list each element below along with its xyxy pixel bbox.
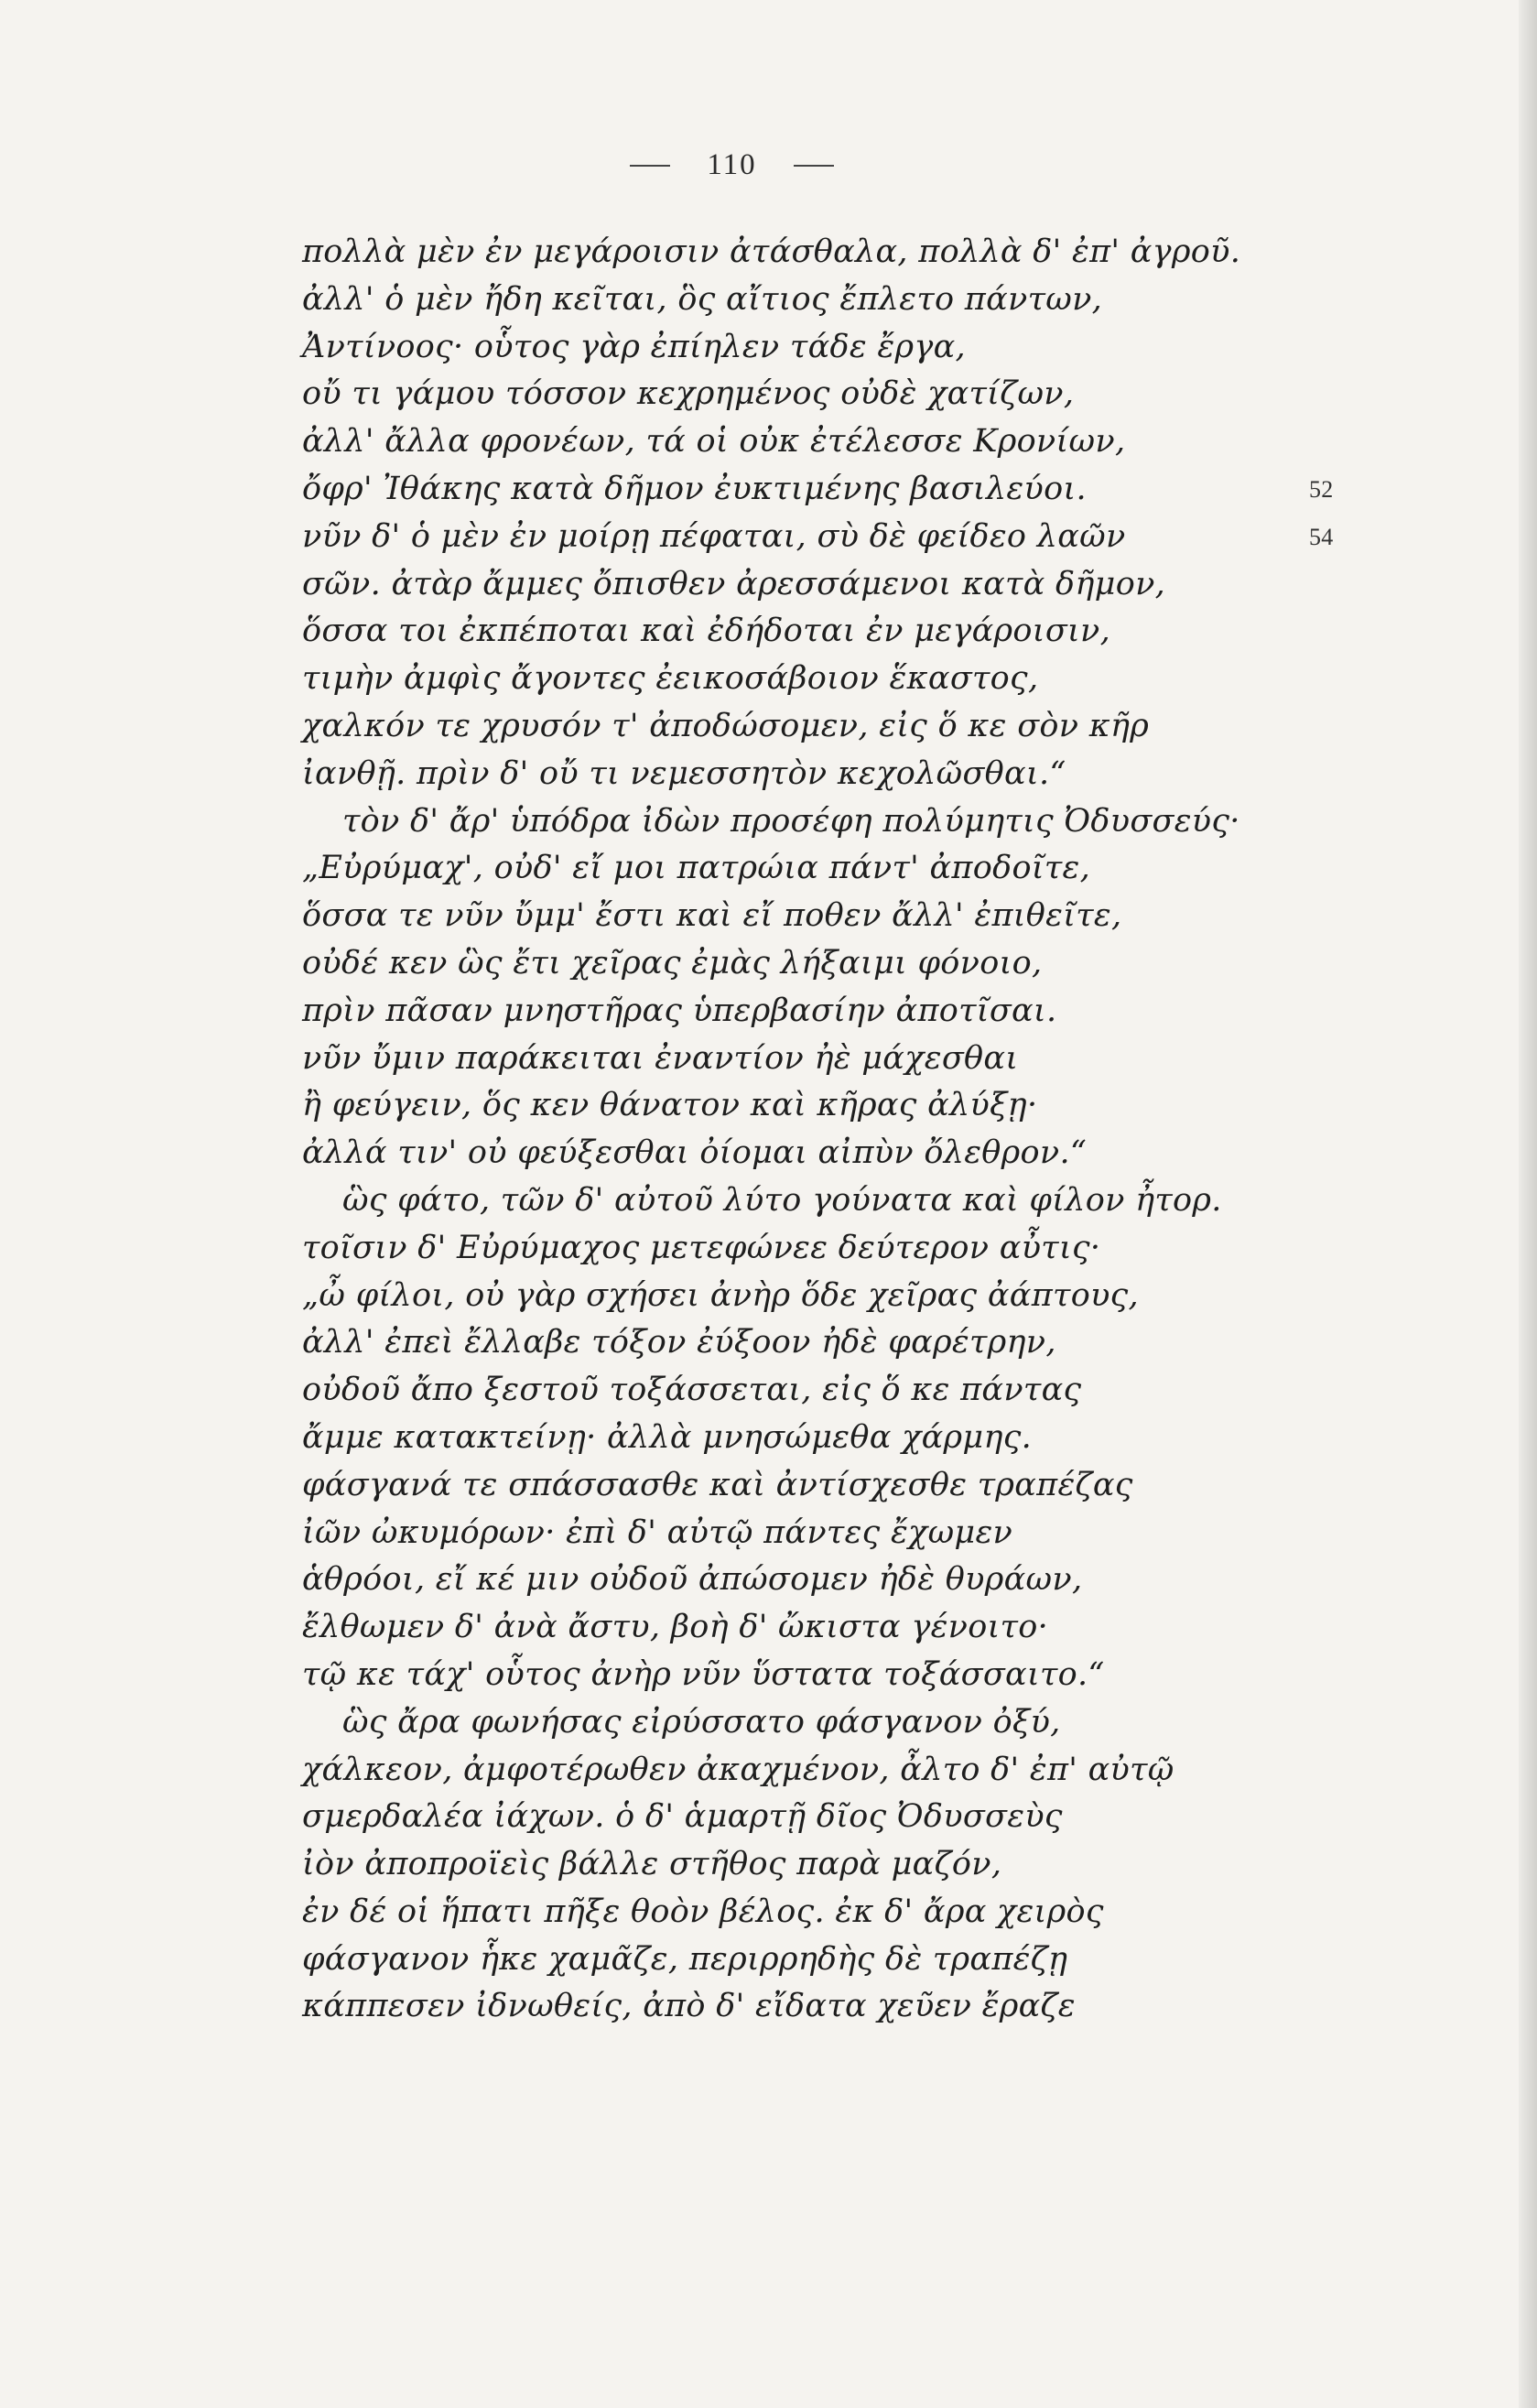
verse-line-text: φάσγανον ἧκε χαμᾶζε, περιρρηδὴς δὲ τραπέζῃ	[302, 1940, 1068, 1978]
verse-line	[302, 1794, 1282, 1841]
verse-line-text: ἀλλ' ἄλλα φρονέων, τά οἱ οὐκ ἐτέλεσσε Κρονίων,	[302, 423, 1126, 461]
verse-line	[302, 1225, 1282, 1273]
verse-line	[302, 1367, 1282, 1415]
verse-line	[302, 1319, 1282, 1367]
verse-line-text: ἰανθῇ. πρὶν δ' οὔ τι νεμεσσητὸν κεχολῶσθαι.“	[302, 754, 1066, 792]
verse-line	[302, 1415, 1282, 1462]
page-number: 110	[707, 148, 757, 181]
verse-line-number: 52	[1309, 475, 1334, 503]
verse-line-text: ἐν δέ οἱ ἥπατι πῆξε θοὸν βέλος. ἐκ δ' ἄρα χειρὸς	[302, 1893, 1104, 1930]
verse-line	[302, 656, 1282, 703]
verse-line-text: ὣς ἄρα φωνήσας εἰρύσσατο φάσγανον ὀξύ,	[342, 1703, 1061, 1741]
verse-line-text: Ἀντίνοος· οὗτος γὰρ ἐπίηλεν τάδε ἔργα,	[302, 328, 966, 365]
verse-line-text: ὅσσα τε νῦν ὔμμ' ἔστι καὶ εἴ ποθεν ἄλλ' ἐπιθεῖτε,	[302, 897, 1122, 935]
verse-line-text: ἁθρόοι, εἴ κέ μιν οὐδοῦ ἀπώσομεν ἠδὲ θυράων,	[302, 1561, 1083, 1599]
verse-line-text: χαλκόν τε χρυσόν τ' ἀποδώσομεν, εἰς ὅ κε σὸν κῆρ	[302, 707, 1150, 744]
verse-line-text: οὐδέ κεν ὣς ἔτι χεῖρας ἐμὰς λήξαιμι φόνοιο,	[302, 944, 1043, 982]
verse-line-text: κάππεσεν ἰδνωθείς, ἀπὸ δ' εἴδατα χεῦεν ἔραζε	[302, 1988, 1076, 2025]
verse-line-text: ὅσσα τοι ἐκπέποται καὶ ἐδήδοται ἐν μεγάροισιν,	[302, 613, 1111, 650]
verse-text-block	[302, 229, 1334, 2031]
header-left-dash	[630, 165, 670, 167]
verse-line-text: ἀλλ' ὁ μὲν ἤδη κεῖται, ὃς αἴτιος ἔπλετο πάντων,	[302, 280, 1103, 318]
verse-line-text: „ὦ φίλοι, οὐ γὰρ σχήσει ἀνὴρ ὅδε χεῖρας ἀάπτους,	[302, 1276, 1139, 1314]
verse-line	[302, 1036, 1282, 1083]
verse-line-text: ἢ φεύγειν, ὅς κεν θάνατον καὶ κῆρας ἀλύξῃ·	[302, 1087, 1038, 1124]
verse-line-text: πρὶν πᾶσαν μνηστῆρας ὑπερβασίην ἀποτῖσαι.	[302, 992, 1057, 1029]
verse-line	[302, 277, 1282, 324]
verse-line-text: ὄφρ' Ἰθάκης κατὰ δῆμον ἐυκτιμένης βασιλεύοι.	[302, 470, 1087, 507]
verse-line-text: ἀλλά τιν' οὐ φεύξεσθαι ὀίομαι αἰπὺν ὄλεθρον.“	[302, 1134, 1088, 1172]
verse-line	[302, 371, 1282, 418]
verse-line	[302, 466, 1334, 514]
verse-line	[302, 418, 1282, 466]
verse-line	[302, 1936, 1282, 1984]
verse-line	[302, 1130, 1282, 1177]
verse-line-text: τῷ κε τάχ' οὗτος ἀνὴρ νῦν ὕστατα τοξάσσαιτο.“	[302, 1655, 1105, 1693]
verse-line-text: πολλὰ μὲν ἐν μεγάροισιν ἀτάσθαλα, πολλὰ δ' ἐπ' ἀγροῦ.	[302, 233, 1241, 270]
verse-line-text: ἰῶν ὠκυμόρων· ἐπὶ δ' αὐτῷ πάντες ἔχωμεν	[302, 1513, 1013, 1551]
verse-line-text: φάσγανά τε σπάσσασθε καὶ ἀντίσχεσθε τραπέζας	[302, 1466, 1133, 1503]
verse-line	[302, 1462, 1282, 1510]
page-edge-shadow	[1519, 0, 1537, 2408]
verse-line-text: „Εὐρύμαχ', οὐδ' εἴ μοι πατρώια πάντ' ἀποδοῖτε,	[302, 850, 1091, 887]
verse-line	[302, 561, 1282, 609]
verse-line	[302, 893, 1282, 940]
verse-line-text: οὔ τι γάμου τόσσον κεχρημένος οὐδὲ χατίζων,	[302, 375, 1075, 413]
verse-line	[302, 1889, 1282, 1936]
verse-line	[302, 1273, 1282, 1320]
verse-line-text: τιμὴν ἀμφὶς ἄγοντες ἐεικοσάβοιον ἕκαστος,	[302, 660, 1039, 698]
verse-line	[302, 608, 1282, 656]
verse-line-text: ἰὸν ἀποπροϊεὶς βάλλε στῆθος παρὰ μαζόν,	[302, 1846, 1002, 1883]
verse-line	[302, 1082, 1282, 1130]
verse-line	[302, 1841, 1282, 1889]
verse-line-text: ὣς φάτο, τῶν δ' αὐτοῦ λύτο γούνατα καὶ φίλον ἦτορ.	[342, 1181, 1222, 1219]
page-header	[0, 148, 1500, 182]
verse-line	[302, 988, 1282, 1036]
verse-line	[302, 703, 1282, 751]
verse-line-text: τὸν δ' ἄρ' ὑπόδρα ἰδὼν προσέφη πολύμητις Ὀδυσσεύς·	[342, 802, 1240, 840]
verse-line	[302, 1699, 1282, 1747]
verse-line	[302, 1177, 1282, 1225]
verse-line	[302, 1604, 1282, 1652]
verse-line-text: χάλκεον, ἀμφοτέρωθεν ἀκαχμένον, ἆλτο δ' ἐπ' αὐτῷ	[302, 1751, 1174, 1788]
verse-line-text: ἀλλ' ἐπεὶ ἔλλαβε τόξον ἐύξοον ἠδὲ φαρέτρην,	[302, 1324, 1056, 1361]
verse-line	[302, 514, 1334, 561]
verse-line	[302, 1510, 1282, 1557]
verse-line-number: 54	[1309, 523, 1334, 550]
verse-line	[302, 751, 1282, 798]
verse-line	[302, 1983, 1282, 2031]
verse-line-text: ἔλθωμεν δ' ἀνὰ ἄστυ, βοὴ δ' ὤκιστα γένοιτο·	[302, 1609, 1049, 1646]
verse-line	[302, 1747, 1282, 1795]
verse-line-text: νῦν δ' ὁ μὲν ἐν μοίρῃ πέφαται, σὺ δὲ φείδεο λαῶν	[302, 517, 1126, 555]
header-right-dash	[794, 165, 834, 167]
verse-line-text: τοῖσιν δ' Εὐρύμαχος μετεφώνεε δεύτερον αὖτις·	[302, 1229, 1101, 1266]
verse-line	[302, 845, 1282, 893]
verse-line-text: σμερδαλέα ἰάχων. ὁ δ' ἁμαρτῇ δῖος Ὀδυσσεὺς	[302, 1798, 1063, 1836]
verse-line	[302, 798, 1282, 846]
verse-line	[302, 940, 1282, 988]
verse-line-text: οὐδοῦ ἄπο ξεστοῦ τοξάσσεται, εἰς ὅ κε πάντας	[302, 1372, 1082, 1409]
verse-line-text: νῦν ὔμιν παράκειται ἐναντίον ἠὲ μάχεσθαι	[302, 1039, 1019, 1077]
verse-line-text: ἄμμε κατακτείνῃ· ἀλλὰ μνησώμεθα χάρμης.	[302, 1418, 1033, 1456]
verse-line	[302, 324, 1282, 372]
verse-line	[302, 1557, 1282, 1604]
verse-line	[302, 229, 1282, 277]
verse-line	[302, 1652, 1282, 1699]
verse-line-text: σῶν. ἀτὰρ ἄμμες ὄπισθεν ἀρεσσάμενοι κατὰ δῆμον,	[302, 565, 1166, 602]
